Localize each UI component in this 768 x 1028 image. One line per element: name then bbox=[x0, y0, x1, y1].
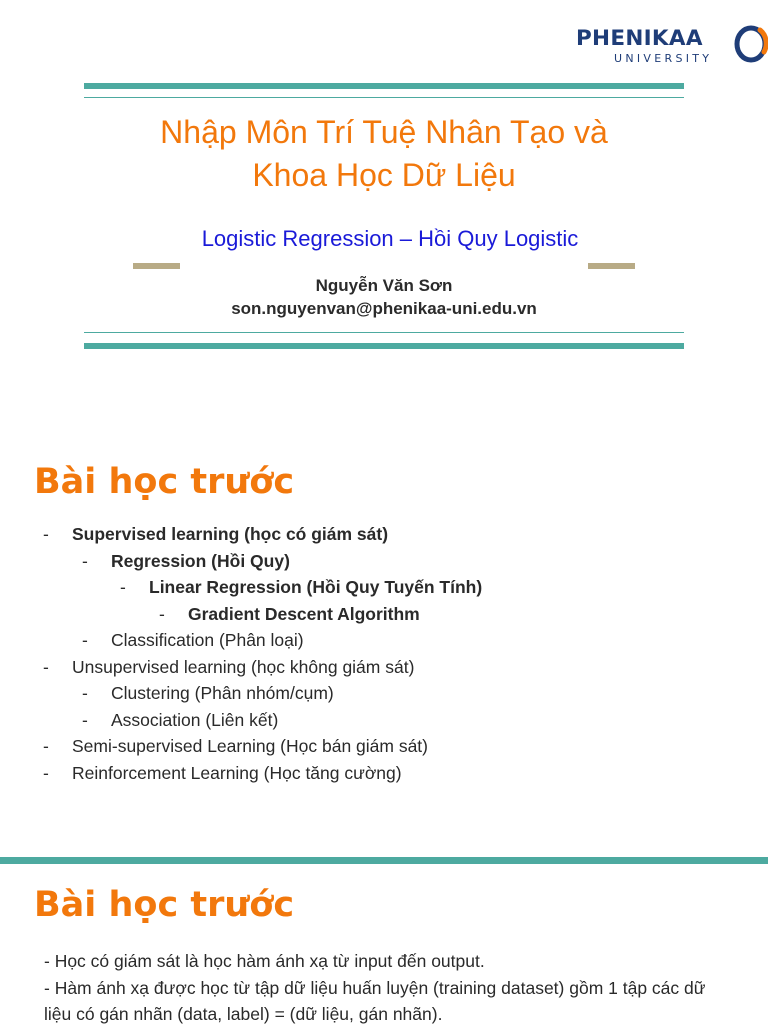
bottom-divider-thin bbox=[84, 332, 684, 333]
list-item-text: Classification (Phân loại) bbox=[111, 630, 304, 650]
author-name: Nguyễn Văn Sơn bbox=[315, 276, 453, 295]
list-item bbox=[0, 657, 768, 684]
list-item-text: Clustering (Phân nhóm/cụm) bbox=[111, 683, 334, 703]
list-item-text: Reinforcement Learning (Học tăng cường) bbox=[72, 762, 402, 783]
list-item-text: Linear Regression (Hồi Quy Tuyến Tính) bbox=[149, 577, 483, 597]
logo-subtitle: UNIVERSITY bbox=[614, 52, 713, 65]
list-item bbox=[0, 524, 768, 551]
list-bullet: - bbox=[82, 683, 88, 703]
list-item-text: Unsupervised learning (học không giám sát) bbox=[72, 656, 415, 677]
list-bullet: - bbox=[120, 577, 126, 597]
list-bullet: - bbox=[43, 524, 49, 544]
list-bullet: - bbox=[43, 762, 49, 783]
list-item bbox=[0, 630, 768, 657]
list-item bbox=[0, 577, 768, 604]
content-slide bbox=[0, 857, 768, 1024]
outline-slide bbox=[0, 432, 768, 857]
list-item bbox=[0, 710, 768, 737]
accent-bar-left bbox=[133, 263, 180, 269]
list-bullet: - bbox=[159, 603, 165, 624]
list-item-text: Supervised learning (học có giám sát) bbox=[72, 524, 389, 544]
slide-top-bar bbox=[0, 857, 768, 864]
section-heading: Bài học trước bbox=[34, 885, 295, 925]
list-bullet: - bbox=[82, 630, 88, 650]
list-item-text: Regression (Hồi Quy) bbox=[111, 550, 290, 571]
author-email: son.nguyenvan@phenikaa-uni.edu.vn bbox=[231, 299, 537, 318]
list-bullet: - bbox=[43, 656, 49, 677]
list-item-text: Semi-supervised Learning (Học bán giám sát) bbox=[72, 736, 428, 756]
paragraph-line-2: - Hàm ánh xạ được học từ tập dữ liệu huấn luyện (training dataset) gồm 1 tập các dữ liệu có gán nhãn (data, label) = (dữ liệu, gán nhãn). bbox=[44, 977, 706, 1024]
list-item bbox=[0, 683, 768, 710]
list-bullet: - bbox=[43, 736, 49, 756]
list-item bbox=[0, 763, 768, 790]
title-slide bbox=[0, 0, 768, 432]
bottom-divider-thick bbox=[84, 343, 684, 349]
top-divider-thin bbox=[84, 97, 684, 98]
phenikaa-logo bbox=[574, 22, 768, 70]
list-item bbox=[0, 604, 768, 631]
content-paragraph bbox=[44, 948, 733, 1028]
accent-bar-right bbox=[588, 263, 635, 269]
title-line-1: Nhập Môn Trí Tuệ Nhân Tạo và bbox=[160, 114, 608, 150]
top-divider-thick bbox=[84, 83, 684, 89]
section-heading: Bài học trước bbox=[34, 462, 295, 502]
list-bullet: - bbox=[82, 550, 88, 571]
title-line-2: Khoa Học Dữ Liệu bbox=[252, 157, 516, 193]
list-item-text: Gradient Descent Algorithm bbox=[188, 603, 420, 624]
list-item bbox=[0, 551, 768, 578]
paragraph-line-1: - Học có giám sát là học hàm ánh xạ từ input đến output. bbox=[44, 951, 485, 971]
outline-list bbox=[0, 524, 768, 789]
list-bullet: - bbox=[82, 709, 88, 730]
list-item bbox=[0, 736, 768, 763]
logo-ring-icon bbox=[733, 22, 768, 66]
list-item-text: Association (Liên kết) bbox=[111, 709, 279, 730]
logo-name: PHENIKAA bbox=[576, 26, 703, 51]
slide-title bbox=[0, 111, 768, 197]
slide-subtitle: Logistic Regression – Hồi Quy Logistic bbox=[201, 226, 579, 251]
